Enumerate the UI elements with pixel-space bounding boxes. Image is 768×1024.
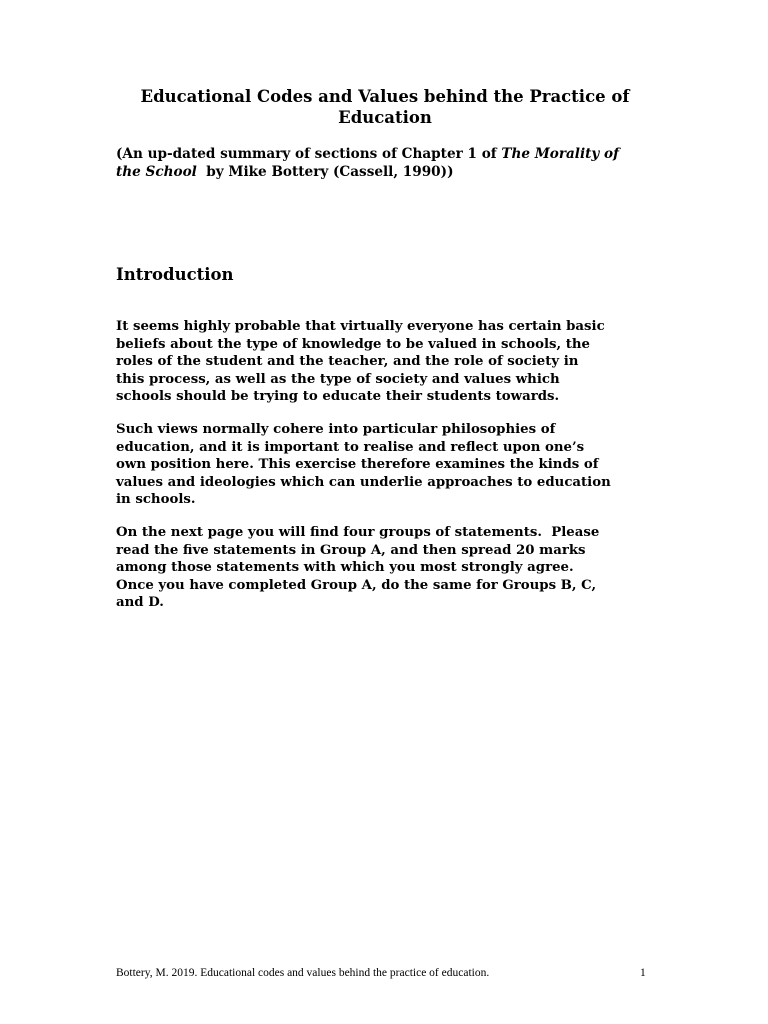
subtitle-line-1 xyxy=(116,145,676,163)
paragraph-line: this process, as well as the type of society and values which xyxy=(116,371,560,387)
paragraph-line: beliefs about the type of knowledge to be valued in schools, the xyxy=(116,336,591,352)
paragraph-line: education, and it is important to realise and reflect upon one’s xyxy=(116,439,585,455)
title-line-2: Education xyxy=(338,108,432,127)
document-title xyxy=(110,86,660,128)
paragraph-line: values and ideologies which can underlie approaches to education xyxy=(116,474,611,490)
subtitle-intro-text: (An up-dated summary of sections of Chapter 1 of xyxy=(116,146,502,162)
paragraph-line: roles of the student and the teacher, and the role of society in xyxy=(116,354,579,370)
paragraph-line: On the next page you will find four groups of statements. Please xyxy=(116,525,600,540)
book-title-part-1: The Morality of xyxy=(501,146,619,162)
paragraph-line: among those statements with which you most strongly agree. xyxy=(116,560,574,576)
book-title-part-2: the School xyxy=(116,164,197,180)
title-line-1: Educational Codes and Values behind the Practice of xyxy=(140,87,630,106)
page-number: 1 xyxy=(640,967,646,979)
paragraph-line: schools should be trying to educate their students towards. xyxy=(116,389,560,405)
paragraph-line: Such views normally cohere into particular philosophies of xyxy=(116,422,556,437)
paragraph-2 xyxy=(116,421,676,509)
subtitle-author-text: by Mike Bottery (Cassell, 1990)) xyxy=(196,164,454,180)
paragraph-line: Once you have completed Group A, do the same for Groups B, C, xyxy=(116,577,597,593)
paragraph-line: and D. xyxy=(116,595,164,611)
footer-citation: Bottery, M. 2019. Educational codes and values behind the practice of education. xyxy=(116,967,490,979)
paragraph-line: It seems highly probable that virtually everyone has certain basic xyxy=(116,319,605,334)
section-heading-introduction: Introduction xyxy=(116,265,234,284)
document-subtitle xyxy=(116,145,676,181)
paragraph-line: own position here. This exercise therefore examines the kinds of xyxy=(116,457,599,473)
paragraph-line: in schools. xyxy=(116,492,196,508)
paragraph-1 xyxy=(116,318,676,406)
subtitle-line-2 xyxy=(116,163,676,181)
paragraph-3 xyxy=(116,524,676,612)
paragraph-line: read the five statements in Group A, and then spread 20 marks xyxy=(116,542,586,558)
